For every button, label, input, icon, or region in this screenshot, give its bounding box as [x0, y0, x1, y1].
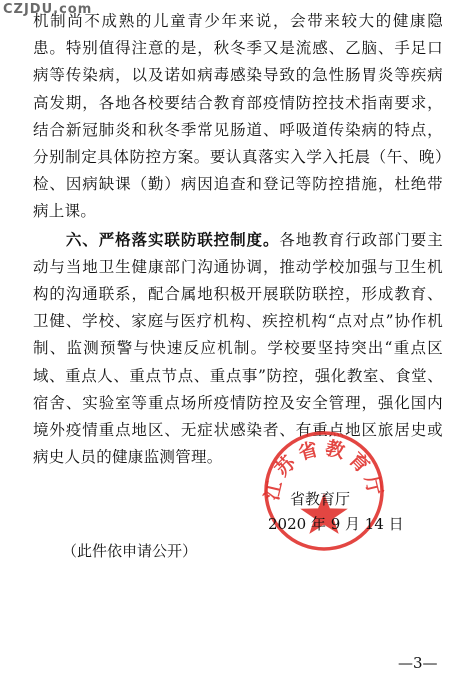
signature-organization: 省教育厅 [290, 490, 351, 508]
document-body [33, 8, 443, 471]
signature-date: 2020 年 9 月 14 日 [268, 515, 404, 533]
section-6-body: 各地教育行政部门要主动与当地卫生健康部门沟通协调，推动学校加强与卫生机构的沟通联系，配合属地积极开展联防联控，形成教育、卫健、学校、家庭与医疗机构、疾控机构“点对点”协作机制、监测预警与快速反应机制。学校要坚持突出“重点区域、重点人、重点节点、重点事”防控，强化教室、食堂、宿舍、实验室等重点场所疫情防控及安全管理，强化国内境外疫情重点地区、无症状感染者、有重点地区旅居史或病史人员的健康监测管理。 [33, 230, 443, 467]
paragraph-health-risk: 机制尚不成熟的儿童青少年来说，会带来较大的健康隐患。特别值得注意的是，秋冬季又是流感、乙脑、手足口病等传染病，以及诺如病毒感染导致的急性肠胃炎等疾病高发期，各地各校要结合教育部疫情防控技术指南要求，结合新冠肺炎和秋冬季常见肠道、呼吸道传染病的特点，分别制定具体防控方案。要认真落实入学入托晨（午、晚）检、因病缺课（勤）病因追查和登记等防控措施，杜绝带病上课。 [33, 12, 443, 221]
seal-text: 江苏省教育厅 [261, 437, 387, 503]
page-number: —3— [398, 654, 438, 672]
section-6-heading: 六、严格落实联防联控制度。 [65, 229, 280, 249]
site-watermark: CZJDU.com [3, 2, 93, 17]
disclosure-note: （此件依申请公开） [62, 542, 198, 560]
